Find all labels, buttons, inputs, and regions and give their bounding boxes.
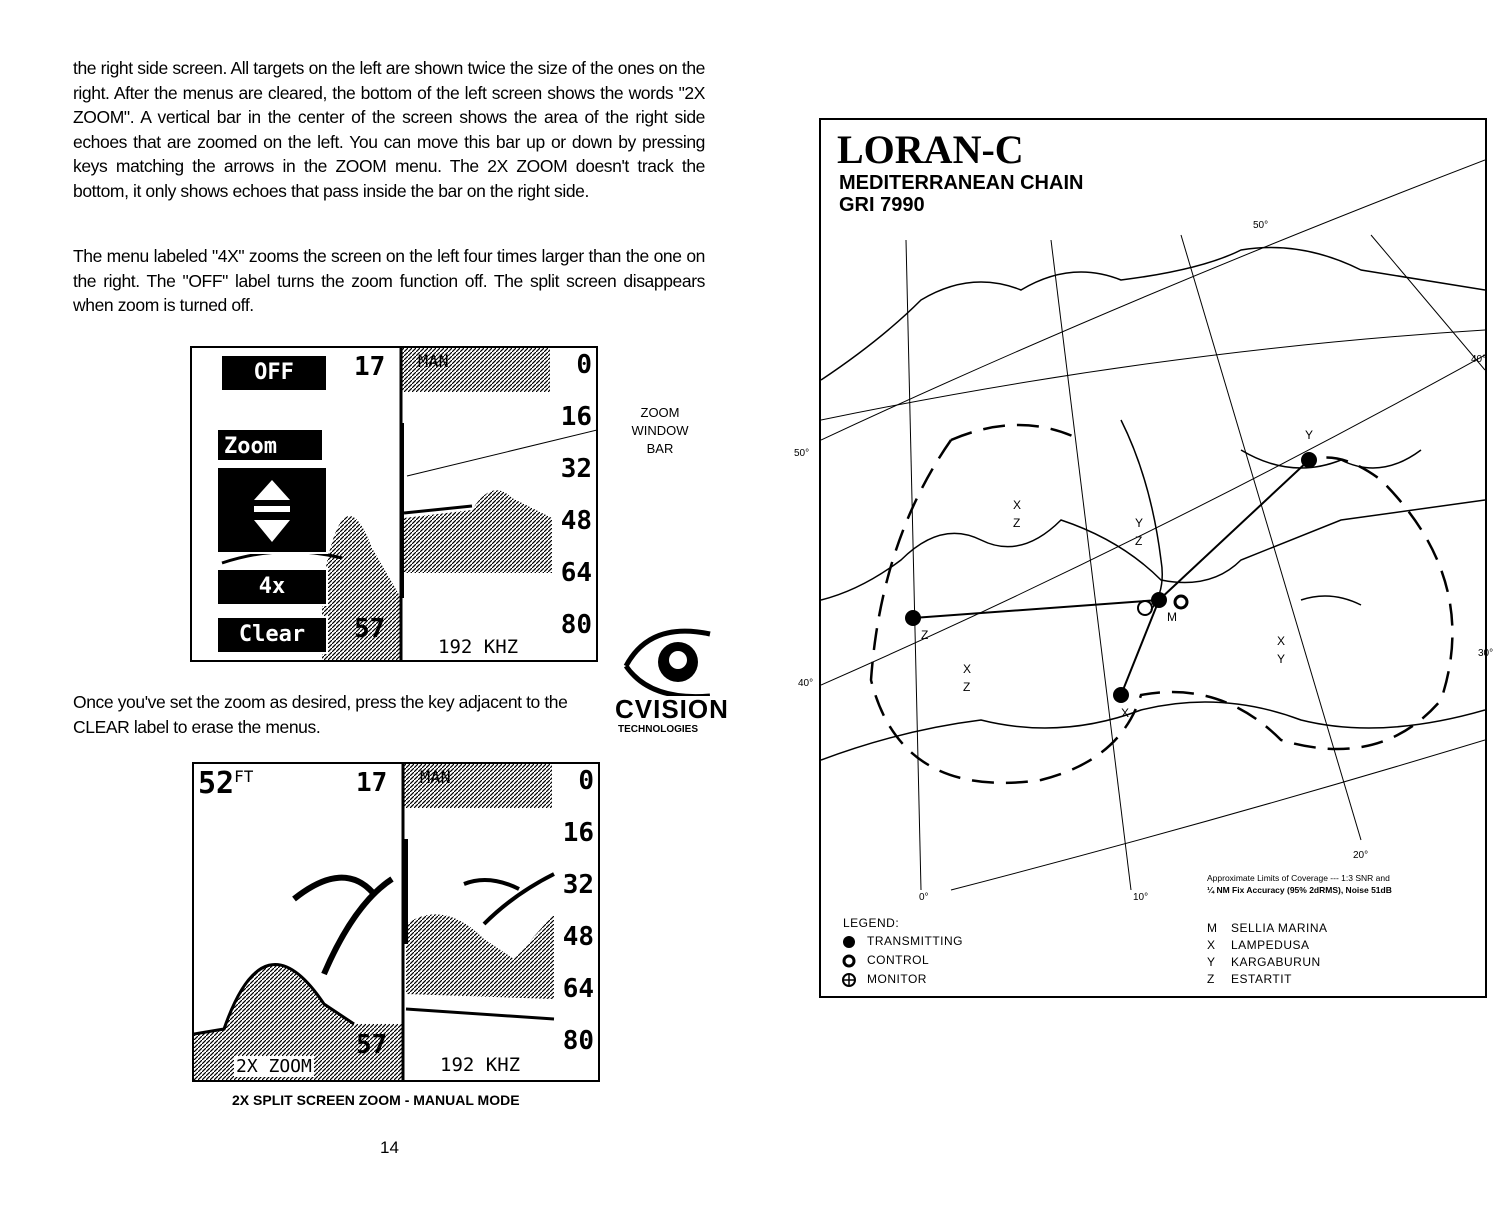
paragraph-1: the right side screen. All targets on the left are shown twice the size of the ones on the right. After the menus are cleared, the bottom of the left screen shows the words "2X ZOOM". A vertical bar in the center of the screen shows the area of the right side echoes that are zoomed on the left. You can move this bar up or down by pressing keys matching the arrows in the ZOOM menu. The 2X ZOOM doesn't track the bottom, it only shows echoes that pass inside the bar on the right side.: [73, 58, 705, 201]
depth-value: 52: [198, 766, 235, 801]
lat-label-40-left: 40°: [798, 678, 814, 689]
station-row: [1207, 937, 1328, 954]
station-name: KARGABURUN: [1231, 955, 1321, 969]
map-label-x4: X: [1121, 706, 1130, 720]
zoom-button[interactable]: Zoom: [218, 430, 322, 460]
legend-title: LEGEND:: [843, 916, 900, 930]
lat-label-50-left: 50°: [794, 448, 810, 459]
station-code: Y: [1207, 955, 1216, 969]
callout-line-1: ZOOM: [640, 405, 680, 420]
depth-scale-32: 32: [560, 454, 592, 484]
off-button[interactable]: OFF: [222, 356, 326, 390]
coverage-note-line-2: ¼ NM Fix Accuracy (95% 2dRMS), Noise 51dB: [1207, 885, 1392, 895]
map-label-y2: Y: [1135, 516, 1144, 530]
clear-button[interactable]: Clear: [218, 618, 326, 652]
station-name: LAMPEDUSA: [1231, 938, 1310, 952]
station-name: SELLIA MARINA: [1231, 921, 1328, 935]
4x-button[interactable]: 4x: [218, 570, 326, 604]
lon-label-20: 20°: [1353, 850, 1369, 861]
map-label-y5: Y: [1277, 652, 1286, 666]
logo-text: CVISION: [615, 694, 729, 724]
depth-scale-80: 80: [560, 610, 592, 640]
zoom-arrows-button[interactable]: [218, 468, 326, 552]
map-label-x5: X: [1277, 634, 1286, 648]
coverage-note-line-1: Approximate Limits of Coverage --- 1:3 SNR and: [1207, 873, 1390, 883]
lat-label-50-top: 50°: [1253, 220, 1269, 231]
frequency-label: 192 KHZ: [438, 636, 519, 658]
cvision-logo: [610, 626, 750, 741]
station-name: ESTARTIT: [1231, 972, 1292, 986]
depth-scale-48: 48: [560, 506, 592, 536]
map-subtitle: MEDITERRANEAN CHAIN: [839, 172, 1084, 194]
depth-readout: [198, 766, 253, 801]
sonar-screen-zoom-menu: [190, 346, 598, 662]
mode-label: MAN: [418, 352, 449, 372]
station-m-marker: [1151, 592, 1167, 608]
station-y-marker: [1301, 452, 1317, 468]
map-gri: GRI 7990: [839, 194, 925, 216]
station-code: Z: [1207, 972, 1215, 986]
control-marker: [1175, 596, 1187, 608]
callout-line-2: WINDOW: [631, 423, 689, 438]
map-label-x3: X: [963, 662, 972, 676]
map-label-x1: X: [1013, 498, 1022, 512]
sonar-graphics-2: [194, 764, 598, 1080]
callout-line-3: BAR: [646, 441, 674, 456]
coverage-note: [1207, 872, 1392, 896]
paragraph-3: Once you've set the zoom as desired, press the key adjacent to the CLEAR label to erase the menus.: [73, 692, 568, 737]
depth-scale-2-16: 16: [562, 818, 594, 848]
depth-unit: FT: [234, 767, 254, 786]
map-title: LORAN-C: [837, 127, 1024, 172]
paragraph-2: The menu labeled "4X" zooms the screen on the left four times larger than the one on the right. The "OFF" label turns the zoom function off. The split screen disappears when zoom is turned off.: [73, 246, 705, 315]
lat-label-40-right: 40°: [1471, 354, 1487, 365]
station-code: X: [1207, 938, 1216, 952]
depth-scale-2-0: 0: [578, 766, 594, 796]
map-label-z1: Z: [1013, 516, 1021, 530]
map-drawing: [821, 120, 1485, 996]
up-down-arrows-icon: [220, 470, 324, 550]
frequency-label-2: 192 KHZ: [440, 1054, 521, 1076]
figure-caption: 2X SPLIT SCREEN ZOOM - MANUAL MODE: [232, 1092, 520, 1108]
depth-scale-64: 64: [560, 558, 592, 588]
legend-transmitting: TRANSMITTING: [867, 934, 963, 948]
station-row: [1207, 954, 1328, 971]
station-row: [1207, 920, 1328, 937]
station-list: [1207, 920, 1328, 988]
logo-subtext: TECHNOLOGIES: [618, 724, 699, 735]
lon-label-10: 10°: [1133, 892, 1149, 903]
map-label-m: M: [1167, 610, 1178, 624]
station-x-marker: [1113, 687, 1129, 703]
depth-scale-16: 16: [560, 402, 592, 432]
station-row: [1207, 971, 1328, 988]
lower-zoom-depth-2: 57: [356, 1030, 388, 1060]
station-z-marker: [905, 610, 921, 626]
monitor-marker: [1138, 601, 1152, 615]
depth-scale-2-32: 32: [562, 870, 594, 900]
upper-zoom-depth: 17: [354, 352, 386, 382]
depth-scale-0: 0: [576, 350, 592, 380]
map-label-z2: Z: [1135, 534, 1143, 548]
sonar-screen-2x-zoom: [192, 762, 600, 1082]
lower-zoom-depth: 57: [354, 614, 386, 644]
station-code: M: [1207, 921, 1218, 935]
page-number: 14: [380, 1138, 399, 1157]
depth-scale-2-48: 48: [562, 922, 594, 952]
legend-monitor: MONITOR: [867, 972, 927, 986]
map-label-z3: Z: [921, 628, 929, 642]
upper-zoom-depth-2: 17: [356, 768, 388, 798]
map-label-y: Y: [1305, 428, 1314, 442]
lon-label-0: 0°: [919, 892, 929, 903]
map-label-z4: Z: [963, 680, 971, 694]
legend-control: CONTROL: [867, 953, 930, 967]
2x-zoom-label: 2X ZOOM: [236, 1056, 312, 1077]
depth-scale-2-64: 64: [562, 974, 594, 1004]
zoom-window-bar-callout: [620, 404, 700, 458]
lat-label-30-right: 30°: [1478, 648, 1494, 659]
loran-map-panel: [819, 118, 1487, 998]
depth-scale-2-80: 80: [562, 1026, 594, 1056]
mode-label-2: MAN: [420, 768, 451, 788]
eye-logo-icon: [610, 626, 750, 696]
